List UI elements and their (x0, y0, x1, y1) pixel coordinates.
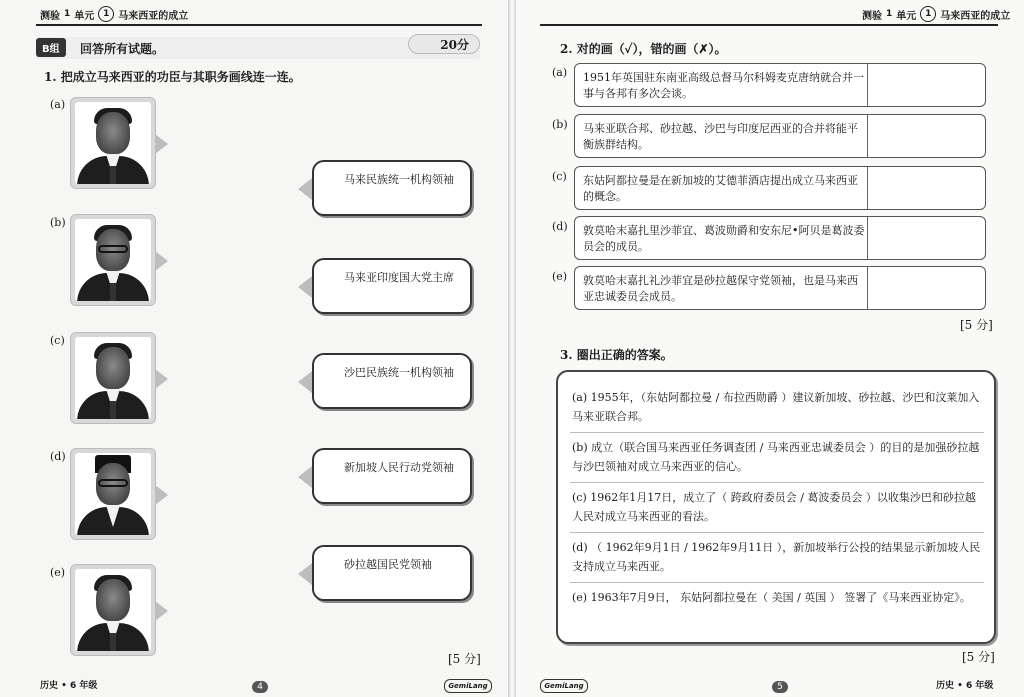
portrait-tie (110, 283, 116, 301)
position-tag[interactable] (312, 448, 472, 504)
position-tag[interactable] (312, 353, 472, 409)
photo-e[interactable] (70, 564, 156, 656)
pointer-arrow (155, 251, 168, 271)
photo-label-c: (c) (50, 334, 65, 347)
tf-row-b[interactable] (574, 114, 986, 158)
pointer-arrow (298, 178, 312, 200)
position-text: 砂拉越国民党领袖 (344, 558, 432, 571)
tf-label-c: (c) (552, 170, 567, 183)
portrait-image (75, 569, 151, 651)
portrait-image (75, 337, 151, 419)
page-header (862, 6, 1010, 22)
tf-label-b: (b) (552, 118, 568, 131)
header-rule (540, 24, 998, 26)
header-unit-title: 马来西亚的成立 (940, 10, 1011, 22)
header-unit-num: 1 (98, 6, 114, 22)
question-1-title: 1. 把成立马来西亚的功臣与其职务画线连一连。 (44, 70, 301, 84)
position-tag[interactable] (312, 545, 472, 601)
answer-divider (867, 267, 868, 309)
portrait-glasses (98, 479, 128, 487)
photo-label-e: (e) (50, 566, 66, 579)
multiple-choice-box (556, 370, 996, 644)
pointer-arrow (155, 601, 168, 621)
pointer-arrow (155, 485, 168, 505)
position-tag[interactable] (312, 160, 472, 216)
position-tag[interactable] (312, 258, 472, 314)
question-2-marks: [5 分] (960, 318, 993, 332)
tf-statement: 1951年英国驻东南亚高级总督马尔科姆麦克唐纳就合并一事与各邦有多次会谈。 (583, 71, 864, 100)
footer-subject: 历史 • 6 年级 (40, 681, 98, 691)
section-tag: B组 (36, 38, 66, 57)
right-page (516, 0, 1024, 697)
header-unit-word: 单元 (74, 10, 95, 22)
mc-item-e[interactable]: (e) 1963年7月9日， 东姑阿都拉曼在（ 美国 / 英国 ） 签署了《马来西亚协定》。 (572, 591, 971, 604)
position-text: 马来亚印度国大党主席 (344, 271, 454, 284)
portrait-glasses (98, 245, 128, 253)
tf-row-d[interactable] (574, 216, 986, 260)
portrait-image (75, 453, 151, 535)
section-marks: 20分 (408, 34, 480, 54)
book-gutter (508, 0, 516, 697)
header-unit-num: 1 (920, 6, 936, 22)
question-3-marks: [5 分] (962, 650, 995, 664)
pointer-arrow (298, 371, 312, 393)
tf-label-a: (a) (552, 66, 568, 79)
mc-divider (570, 482, 984, 483)
photo-a[interactable] (70, 97, 156, 189)
pointer-arrow (155, 134, 168, 154)
tf-statement: 东姑阿都拉曼是在新加坡的艾德菲酒店提出成立马来西亚的概念。 (583, 174, 858, 203)
portrait-face (96, 347, 130, 389)
tf-label-e: (e) (552, 270, 568, 283)
pointer-arrow (298, 276, 312, 298)
portrait-tie (110, 633, 116, 651)
tf-statement: 敦莫哈末嘉扎里沙菲宜、葛波勋爵和安东尼•阿贝是葛波委员会的成员。 (583, 224, 865, 253)
answer-divider (867, 167, 868, 209)
mc-divider (570, 582, 984, 583)
header-test-word: 测验 (40, 10, 60, 22)
portrait-tie (110, 401, 116, 419)
question-3-title: 3. 圈出正确的答案。 (560, 348, 673, 362)
photo-d[interactable] (70, 448, 156, 540)
answer-divider (867, 115, 868, 157)
photo-c[interactable] (70, 332, 156, 424)
position-text: 沙巴民族统一机构领袖 (344, 366, 454, 379)
pointer-arrow (155, 369, 168, 389)
tf-statement: 马来亚联合邦、砂拉越、沙巴与印度尼西亚的合并将能平衡族群结构。 (583, 122, 858, 151)
header-test-num: 1 (64, 9, 71, 19)
header-test-num: 1 (886, 9, 893, 19)
header-unit-title: 马来西亚的成立 (118, 10, 189, 22)
position-text: 新加坡人民行动党领袖 (344, 461, 454, 474)
page-number: 5 (772, 681, 788, 693)
photo-label-a: (a) (50, 98, 66, 111)
portrait-face (96, 579, 130, 621)
page-header (40, 6, 188, 22)
tf-row-e[interactable] (574, 266, 986, 310)
left-page (0, 0, 508, 697)
tf-row-c[interactable] (574, 166, 986, 210)
portrait-image (75, 102, 151, 184)
tf-statement: 敦莫哈末嘉扎礼沙菲宜是砂拉越保守党领袖，也是马来西亚忠诚委员会成员。 (583, 274, 858, 303)
footer-subject: 历史 • 6 年级 (936, 681, 994, 691)
header-unit-word: 单元 (896, 10, 917, 22)
page-number: 4 (252, 681, 268, 693)
position-text: 马来民族统一机构领袖 (344, 173, 454, 186)
header-test-word: 测验 (862, 10, 882, 22)
portrait-tie (110, 166, 116, 184)
portrait-image (75, 219, 151, 301)
answer-divider (867, 217, 868, 259)
mc-item-c[interactable]: (c) 1962年1月17日，成立了（ 跨政府委员会 / 葛波委员会 ）以收集沙巴和砂拉越人民对成立马来西亚的看法。 (572, 491, 976, 523)
photo-label-b: (b) (50, 216, 66, 229)
portrait-face (96, 112, 130, 154)
question-1-marks: [5 分] (448, 652, 481, 666)
tf-label-d: (d) (552, 220, 568, 233)
mc-item-d[interactable]: (d) （ 1962年9月1日 / 1962年9月11日 ），新加坡举行公投的结果显示新加坡人民支持成立马来西亚。 (572, 541, 981, 573)
section-title: 回答所有试题。 (80, 42, 165, 56)
mc-item-b[interactable]: (b) 成立（联合国马来西亚任务调查团 / 马来西亚忠诚委员会 ）的目的是加强砂拉越与沙巴领袖对成立马来西亚的信心。 (572, 441, 980, 473)
pointer-arrow (298, 466, 312, 488)
answer-divider (867, 64, 868, 106)
publisher-logo: GemiLang (540, 679, 588, 693)
pointer-arrow (298, 563, 312, 585)
mc-divider (570, 532, 984, 533)
publisher-logo: GemiLang (444, 679, 492, 693)
header-rule (36, 24, 482, 26)
question-2-title: 2. 对的画（✓），错的画（✗）。 (560, 42, 727, 56)
photo-label-d: (d) (50, 450, 66, 463)
tf-row-a[interactable] (574, 63, 986, 107)
mc-divider (570, 432, 984, 433)
mc-item-a[interactable]: (a) 1955年，（东姑阿都拉曼 / 布拉西勋爵 ）建议新加坡、砂拉越、沙巴和汶莱加入马来亚联合邦。 (572, 391, 980, 423)
photo-b[interactable] (70, 214, 156, 306)
